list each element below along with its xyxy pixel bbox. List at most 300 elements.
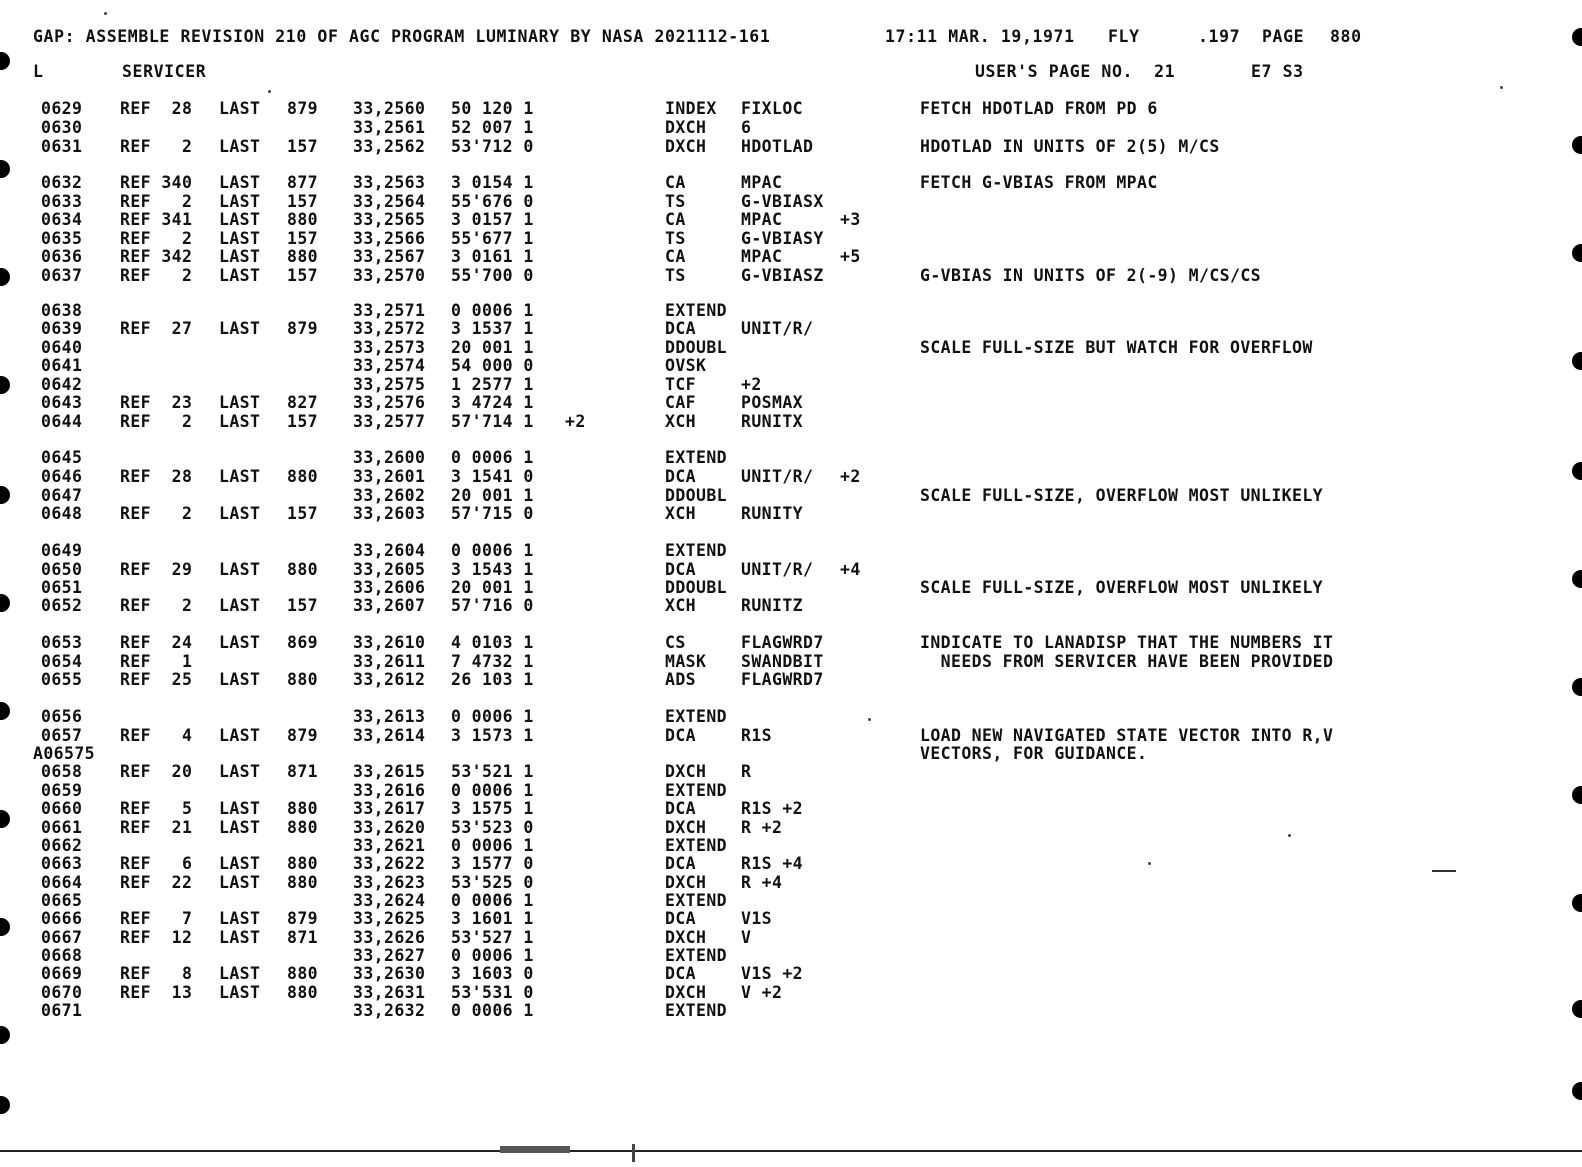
sprocket-hole — [0, 268, 10, 286]
octal-code: 0 0006 1 — [451, 707, 534, 726]
opcode: DDOUBL — [665, 338, 728, 357]
page-tear-line — [0, 1150, 1582, 1152]
memory-address: 33,2560 — [353, 99, 426, 118]
last-label: LAST — [219, 596, 261, 615]
last-page: 880 — [287, 818, 319, 837]
last-label: LAST — [219, 818, 261, 837]
memory-address: 33,2577 — [353, 412, 426, 431]
operand-modifier: +4 — [840, 560, 861, 579]
line-number: 0667 — [41, 928, 83, 947]
comment-text: SCALE FULL-SIZE BUT WATCH FOR OVERFLOW — [920, 338, 1313, 357]
opcode: DCA — [665, 726, 697, 745]
last-label: LAST — [219, 928, 261, 947]
opcode: EXTEND — [665, 541, 728, 560]
octal-code: 4 0103 1 — [451, 633, 534, 652]
sprocket-hole — [1572, 678, 1582, 696]
last-page: 880 — [287, 983, 319, 1002]
memory-address: 33,2604 — [353, 541, 426, 560]
line-number: 0634 — [41, 210, 83, 229]
octal-code: 54 000 0 — [451, 356, 534, 375]
comment-text: LOAD NEW NAVIGATED STATE VECTOR INTO R,V — [920, 726, 1334, 745]
listing-title: GAP: ASSEMBLE REVISION 210 OF AGC PROGRAM LUMINARY BY NASA 2021112-161 — [33, 27, 771, 46]
last-page: 827 — [287, 393, 319, 412]
sprocket-hole — [0, 702, 10, 720]
octal-code: 0 0006 1 — [451, 1001, 534, 1020]
line-number: 0665 — [41, 891, 83, 910]
octal-code: 20 001 1 — [451, 578, 534, 597]
last-label: LAST — [219, 762, 261, 781]
sprocket-hole — [0, 160, 10, 178]
memory-address: 33,2630 — [353, 964, 426, 983]
listing-type: L — [33, 62, 44, 81]
last-label: LAST — [219, 504, 261, 523]
memory-address: 33,2614 — [353, 726, 426, 745]
memory-address: 33,2606 — [353, 578, 426, 597]
ref-count: REF 20 — [120, 762, 193, 781]
line-number: 0664 — [41, 873, 83, 892]
ref-count: REF 22 — [120, 873, 193, 892]
comment-text: SCALE FULL-SIZE, OVERFLOW MOST UNLIKELY — [920, 486, 1324, 505]
last-label: LAST — [219, 799, 261, 818]
opcode: CA — [665, 210, 686, 229]
paper-mark — [1432, 870, 1456, 872]
memory-address: 33,2626 — [353, 928, 426, 947]
memory-address: 33,2621 — [353, 836, 426, 855]
last-page: 869 — [287, 633, 319, 652]
octal-code: 1 2577 1 — [451, 375, 534, 394]
paper-speck — [1148, 862, 1151, 865]
operand: MPAC — [741, 210, 783, 229]
ref-count: REF 342 — [120, 247, 193, 266]
line-number: 0637 — [41, 266, 83, 285]
comment-text: INDICATE TO LANADISP THAT THE NUMBERS IT — [920, 633, 1334, 652]
opcode: MASK — [665, 652, 707, 671]
operand: V1S +2 — [741, 964, 804, 983]
octal-code: 0 0006 1 — [451, 781, 534, 800]
line-number: 0655 — [41, 670, 83, 689]
opcode: XCH — [665, 412, 697, 431]
line-number: 0645 — [41, 448, 83, 467]
last-page: 880 — [287, 854, 319, 873]
memory-address: 33,2607 — [353, 596, 426, 615]
operand: G-VBIASX — [741, 192, 824, 211]
memory-address: 33,2611 — [353, 652, 426, 671]
operand: V — [741, 928, 752, 947]
line-number: 0632 — [41, 173, 83, 192]
octal-code: 3 1603 0 — [451, 964, 534, 983]
line-number: 0646 — [41, 467, 83, 486]
opcode: DXCH — [665, 818, 707, 837]
last-label: LAST — [219, 467, 261, 486]
memory-address: 33,2622 — [353, 854, 426, 873]
memory-address: 33,2625 — [353, 909, 426, 928]
octal-code: 3 1543 1 — [451, 560, 534, 579]
ref-count: REF 12 — [120, 928, 193, 947]
opcode: DXCH — [665, 873, 707, 892]
line-number: 0651 — [41, 578, 83, 597]
memory-address: 33,2624 — [353, 891, 426, 910]
memory-address: 33,2632 — [353, 1001, 426, 1020]
octal-code: 53'521 1 — [451, 762, 534, 781]
memory-address: 33,2570 — [353, 266, 426, 285]
operand: 6 — [741, 118, 752, 137]
opcode: EXTEND — [665, 448, 728, 467]
ref-count: REF 6 — [120, 854, 193, 873]
memory-address: 33,2576 — [353, 393, 426, 412]
ref-count: REF 2 — [120, 412, 193, 431]
line-number: 0635 — [41, 229, 83, 248]
octal-code: 3 1575 1 — [451, 799, 534, 818]
ref-count: REF 27 — [120, 319, 193, 338]
section-name: SERVICER — [122, 62, 207, 81]
last-page: 879 — [287, 99, 319, 118]
octal-code: 52 007 1 — [451, 118, 534, 137]
last-page: 871 — [287, 762, 319, 781]
listing-seq: .197 — [1198, 27, 1241, 46]
sprocket-hole — [0, 486, 10, 504]
memory-address: 33,2615 — [353, 762, 426, 781]
memory-address: 33,2605 — [353, 560, 426, 579]
opcode: EXTEND — [665, 836, 728, 855]
ref-count: REF 2 — [120, 137, 193, 156]
line-number: 0663 — [41, 854, 83, 873]
ref-count: REF 2 — [120, 229, 193, 248]
operand: FLAGWRD7 — [741, 670, 824, 689]
opcode: DXCH — [665, 137, 707, 156]
operand: UNIT/R/ — [741, 319, 814, 338]
memory-address: 33,2601 — [353, 467, 426, 486]
line-number: 0641 — [41, 356, 83, 375]
memory-address: 33,2610 — [353, 633, 426, 652]
opcode: DXCH — [665, 928, 707, 947]
paper-speck — [104, 12, 107, 15]
octal-code: 0 0006 1 — [451, 448, 534, 467]
opcode: DCA — [665, 909, 697, 928]
line-number: 0654 — [41, 652, 83, 671]
line-number: 0671 — [41, 1001, 83, 1020]
memory-address: 33,2573 — [353, 338, 426, 357]
memory-address: 33,2612 — [353, 670, 426, 689]
octal-code: 57'715 0 — [451, 504, 534, 523]
flag-mark: +2 — [565, 412, 586, 431]
operand: FLAGWRD7 — [741, 633, 824, 652]
last-page: 877 — [287, 173, 319, 192]
last-page: 880 — [287, 873, 319, 892]
opcode: CS — [665, 633, 686, 652]
memory-address: 33,2561 — [353, 118, 426, 137]
line-number: 0659 — [41, 781, 83, 800]
last-page: 157 — [287, 412, 319, 431]
ref-count: REF 13 — [120, 983, 193, 1002]
last-page: 157 — [287, 596, 319, 615]
octal-code: 53'527 1 — [451, 928, 534, 947]
last-label: LAST — [219, 726, 261, 745]
memory-address: 33,2565 — [353, 210, 426, 229]
operand: SWANDBIT — [741, 652, 824, 671]
memory-address: 33,2562 — [353, 137, 426, 156]
opcode: XCH — [665, 596, 697, 615]
octal-code: 3 0161 1 — [451, 247, 534, 266]
line-number: 0639 — [41, 319, 83, 338]
operand: R1S +2 — [741, 799, 804, 818]
octal-code: 53'712 0 — [451, 137, 534, 156]
last-page: 871 — [287, 928, 319, 947]
page-label: PAGE — [1262, 27, 1305, 46]
line-number: 0638 — [41, 301, 83, 320]
memory-address: 33,2566 — [353, 229, 426, 248]
operand: RUNITY — [741, 504, 804, 523]
memory-address: 33,2571 — [353, 301, 426, 320]
operand-modifier: +3 — [840, 210, 861, 229]
line-number: 0650 — [41, 560, 83, 579]
opcode: DDOUBL — [665, 486, 728, 505]
line-number: A06575 — [33, 744, 96, 763]
ref-count: REF 341 — [120, 210, 193, 229]
opcode: EXTEND — [665, 1001, 728, 1020]
last-page: 879 — [287, 909, 319, 928]
octal-code: 20 001 1 — [451, 486, 534, 505]
sprocket-hole — [0, 810, 10, 828]
sprocket-hole — [0, 52, 10, 70]
line-number: 0640 — [41, 338, 83, 357]
sprocket-hole — [1572, 28, 1582, 46]
ref-count: REF 8 — [120, 964, 193, 983]
last-page: 880 — [287, 670, 319, 689]
operand: G-VBIASY — [741, 229, 824, 248]
octal-code: 7 4732 1 — [451, 652, 534, 671]
octal-code: 0 0006 1 — [451, 891, 534, 910]
opcode: OVSK — [665, 356, 707, 375]
last-label: LAST — [219, 266, 261, 285]
opcode: EXTEND — [665, 946, 728, 965]
opcode: TS — [665, 266, 686, 285]
opcode: DDOUBL — [665, 578, 728, 597]
memory-address: 33,2603 — [353, 504, 426, 523]
ref-count: REF 2 — [120, 266, 193, 285]
ref-count: REF 21 — [120, 818, 193, 837]
memory-address: 33,2602 — [353, 486, 426, 505]
line-number: 0666 — [41, 909, 83, 928]
sprocket-hole — [1572, 786, 1582, 804]
memory-address: 33,2616 — [353, 781, 426, 800]
last-label: LAST — [219, 633, 261, 652]
ref-count: REF 23 — [120, 393, 193, 412]
sprocket-hole — [1572, 462, 1582, 480]
octal-code: 20 001 1 — [451, 338, 534, 357]
octal-code: 57'716 0 — [451, 596, 534, 615]
octal-code: 3 1537 1 — [451, 319, 534, 338]
opcode: CA — [665, 173, 686, 192]
last-label: LAST — [219, 670, 261, 689]
last-page: 157 — [287, 504, 319, 523]
line-number: 0642 — [41, 375, 83, 394]
last-label: LAST — [219, 319, 261, 338]
memory-address: 33,2620 — [353, 818, 426, 837]
comment-text: G-VBIAS IN UNITS OF 2(-9) M/CS/CS — [920, 266, 1262, 285]
operand: MPAC — [741, 247, 783, 266]
memory-address: 33,2631 — [353, 983, 426, 1002]
sprocket-hole — [1572, 136, 1582, 154]
line-number: 0657 — [41, 726, 83, 745]
opcode: TCF — [665, 375, 697, 394]
paper-speck — [1288, 834, 1291, 837]
operand: RUNITX — [741, 412, 804, 431]
last-label: LAST — [219, 854, 261, 873]
line-number: 0652 — [41, 596, 83, 615]
paper-speck — [868, 718, 871, 721]
operand-modifier: +5 — [840, 247, 861, 266]
last-label: LAST — [219, 247, 261, 266]
octal-code: 55'676 0 — [451, 192, 534, 211]
operand: MPAC — [741, 173, 783, 192]
operand: UNIT/R/ — [741, 467, 814, 486]
octal-code: 0 0006 1 — [451, 541, 534, 560]
line-number: 0643 — [41, 393, 83, 412]
opcode: DCA — [665, 319, 697, 338]
sprocket-hole — [1572, 894, 1582, 912]
operand: V +2 — [741, 983, 783, 1002]
line-number: 0668 — [41, 946, 83, 965]
memory-address: 33,2627 — [353, 946, 426, 965]
last-page: 157 — [287, 266, 319, 285]
memory-address: 33,2575 — [353, 375, 426, 394]
operand: V1S — [741, 909, 773, 928]
operand: G-VBIASZ — [741, 266, 824, 285]
opcode: DXCH — [665, 118, 707, 137]
memory-address: 33,2564 — [353, 192, 426, 211]
last-label: LAST — [219, 909, 261, 928]
ref-count: REF 28 — [120, 467, 193, 486]
sprocket-hole — [1572, 1000, 1582, 1018]
operand: +2 — [741, 375, 762, 394]
line-number: 0636 — [41, 247, 83, 266]
octal-code: 57'714 1 — [451, 412, 534, 431]
opcode: DXCH — [665, 762, 707, 781]
last-label: LAST — [219, 964, 261, 983]
sprocket-hole — [1572, 352, 1582, 370]
ref-count: REF 7 — [120, 909, 193, 928]
sprocket-hole — [0, 1026, 10, 1044]
paper-speck — [268, 90, 271, 93]
octal-code: 3 1577 0 — [451, 854, 534, 873]
last-label: LAST — [219, 99, 261, 118]
last-label: LAST — [219, 873, 261, 892]
last-label: LAST — [219, 210, 261, 229]
section-code: E7 S3 — [1251, 62, 1304, 81]
line-number: 0649 — [41, 541, 83, 560]
memory-address: 33,2613 — [353, 707, 426, 726]
operand: POSMAX — [741, 393, 804, 412]
operand: HDOTLAD — [741, 137, 814, 156]
line-number: 0660 — [41, 799, 83, 818]
memory-address: 33,2623 — [353, 873, 426, 892]
octal-code: 0 0006 1 — [451, 946, 534, 965]
memory-address: 33,2617 — [353, 799, 426, 818]
sprocket-hole — [1572, 570, 1582, 588]
ref-count: REF 24 — [120, 633, 193, 652]
opcode: XCH — [665, 504, 697, 523]
sprocket-hole — [1572, 244, 1582, 262]
last-page: 157 — [287, 229, 319, 248]
ref-count: REF 340 — [120, 173, 193, 192]
users-page-number: USER'S PAGE NO. 21 — [975, 62, 1176, 81]
memory-address: 33,2563 — [353, 173, 426, 192]
octal-code: 3 1573 1 — [451, 726, 534, 745]
line-number: 0662 — [41, 836, 83, 855]
comment-text: FETCH HDOTLAD FROM PD 6 — [920, 99, 1158, 118]
comment-text: FETCH G-VBIAS FROM MPAC — [920, 173, 1158, 192]
listing-mode: FLY — [1108, 27, 1140, 46]
sprocket-hole — [0, 376, 10, 394]
ref-count: REF 1 — [120, 652, 193, 671]
ref-count: REF 29 — [120, 560, 193, 579]
paper-mark — [632, 1144, 635, 1162]
memory-address: 33,2600 — [353, 448, 426, 467]
opcode: CAF — [665, 393, 697, 412]
line-number: 0630 — [41, 118, 83, 137]
ref-count: REF 2 — [120, 504, 193, 523]
ref-count: REF 25 — [120, 670, 193, 689]
last-page: 880 — [287, 467, 319, 486]
opcode: DCA — [665, 799, 697, 818]
operand: R1S — [741, 726, 773, 745]
operand: R1S +4 — [741, 854, 804, 873]
last-page: 879 — [287, 726, 319, 745]
opcode: TS — [665, 192, 686, 211]
octal-code: 50 120 1 — [451, 99, 534, 118]
last-label: LAST — [219, 560, 261, 579]
operand: R — [741, 762, 752, 781]
octal-code: 26 103 1 — [451, 670, 534, 689]
last-label: LAST — [219, 192, 261, 211]
octal-code: 3 1601 1 — [451, 909, 534, 928]
line-number: 0656 — [41, 707, 83, 726]
comment-text: NEEDS FROM SERVICER HAVE BEEN PROVIDED — [920, 652, 1334, 671]
octal-code: 53'523 0 — [451, 818, 534, 837]
sprocket-hole — [0, 594, 10, 612]
octal-code: 3 0154 1 — [451, 173, 534, 192]
opcode: DCA — [665, 964, 697, 983]
paper-mark — [500, 1146, 570, 1153]
comment-text: VECTORS, FOR GUIDANCE. — [920, 744, 1148, 763]
memory-address: 33,2574 — [353, 356, 426, 375]
memory-address: 33,2572 — [353, 319, 426, 338]
line-number: 0661 — [41, 818, 83, 837]
octal-code: 55'677 1 — [451, 229, 534, 248]
last-label: LAST — [219, 173, 261, 192]
listing-datetime: 17:11 MAR. 19,1971 — [885, 27, 1075, 46]
last-label: LAST — [219, 983, 261, 1002]
last-page: 880 — [287, 560, 319, 579]
sprocket-hole — [0, 918, 10, 936]
opcode: DCA — [665, 560, 697, 579]
last-page: 157 — [287, 192, 319, 211]
opcode: EXTEND — [665, 707, 728, 726]
line-number: 0648 — [41, 504, 83, 523]
operand-modifier: +2 — [840, 467, 861, 486]
opcode: DCA — [665, 854, 697, 873]
line-number: 0633 — [41, 192, 83, 211]
line-number: 0658 — [41, 762, 83, 781]
octal-code: 3 4724 1 — [451, 393, 534, 412]
line-number: 0647 — [41, 486, 83, 505]
memory-address: 33,2567 — [353, 247, 426, 266]
octal-code: 3 1541 0 — [451, 467, 534, 486]
opcode: DCA — [665, 467, 697, 486]
comment-text: HDOTLAD IN UNITS OF 2(5) M/CS — [920, 137, 1220, 156]
opcode: EXTEND — [665, 891, 728, 910]
line-number: 0669 — [41, 964, 83, 983]
